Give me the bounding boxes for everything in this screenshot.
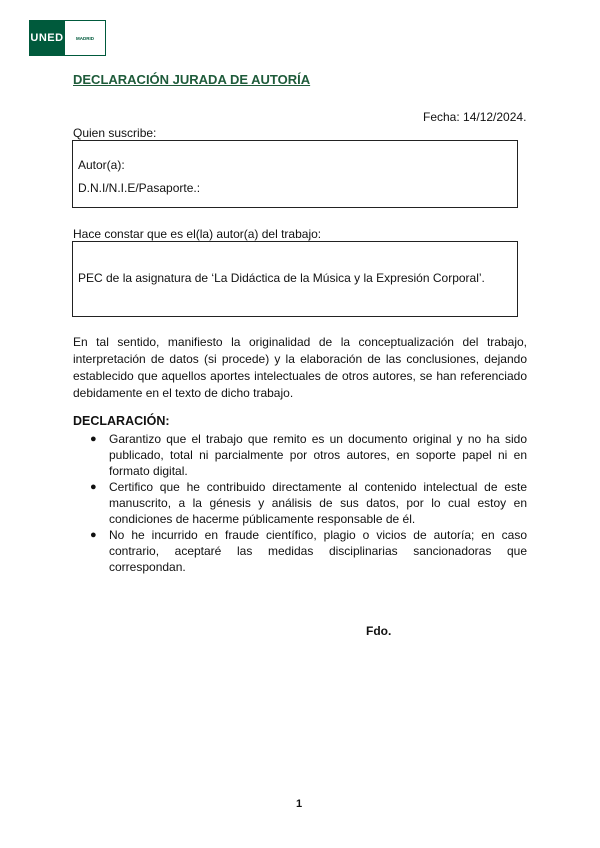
id-label: D.N.I/N.I.E/Pasaporte.: — [78, 181, 201, 195]
logo-mark: UNED — [29, 20, 65, 56]
page-number: 1 — [296, 798, 303, 810]
author-label: Autor(a): — [78, 158, 125, 172]
date-line: Fecha: 14/12/2024. — [423, 110, 527, 124]
list-item — [73, 479, 527, 527]
document-title: DECLARACIÓN JURADA DE AUTORÍA — [73, 72, 311, 87]
work-title: PEC de la asignatura de ‘La Didáctica de la Música y la Expresión Corporal’. — [78, 271, 485, 285]
work-label: Hace constar que es el(la) autor(a) del trabajo: — [73, 227, 322, 241]
list-item — [73, 527, 527, 575]
uned-logo — [29, 20, 106, 56]
originality-paragraph: En tal sentido, manifiesto la originalidad de la conceptualización del trabajo, interpretación de datos (si procede) y la elaboración de las conclusiones, dejando establecido que aquellos aportes intelectuales de otros autores, se han referenciado debidamente en el texto de dicho trabajo. — [73, 335, 527, 400]
bullet-icon: ● — [90, 433, 97, 445]
subscriber-label: Quien suscribe: — [73, 126, 157, 140]
declaration-heading: DECLARACIÓN: — [73, 414, 170, 428]
signature-label: Fdo. — [366, 624, 392, 638]
declaration-list — [73, 431, 527, 575]
list-item-text: Garantizo que el trabajo que remito es un documento original y no ha sido publicado, total ni parcialmente por otros autores, en soporte papel ni en formato digital. — [109, 432, 527, 478]
work-box — [72, 241, 518, 317]
author-box — [72, 140, 518, 208]
list-item-text: No he incurrido en fraude científico, plagio o vicios de autoría; en caso contrario, aceptaré las medidas disciplinarias sancionadoras que correspondan. — [109, 528, 527, 574]
list-item-text: Certifico que he contribuido directamente al contenido intelectual de este manuscrito, a la génesis y análisis de sus datos, por lo cual estoy en condiciones de hacerme públicamente responsable de él. — [109, 480, 527, 526]
bullet-icon: ● — [90, 529, 97, 541]
bullet-icon: ● — [90, 481, 97, 493]
list-item — [73, 431, 527, 479]
logo-subtitle: MADRID — [65, 20, 106, 56]
